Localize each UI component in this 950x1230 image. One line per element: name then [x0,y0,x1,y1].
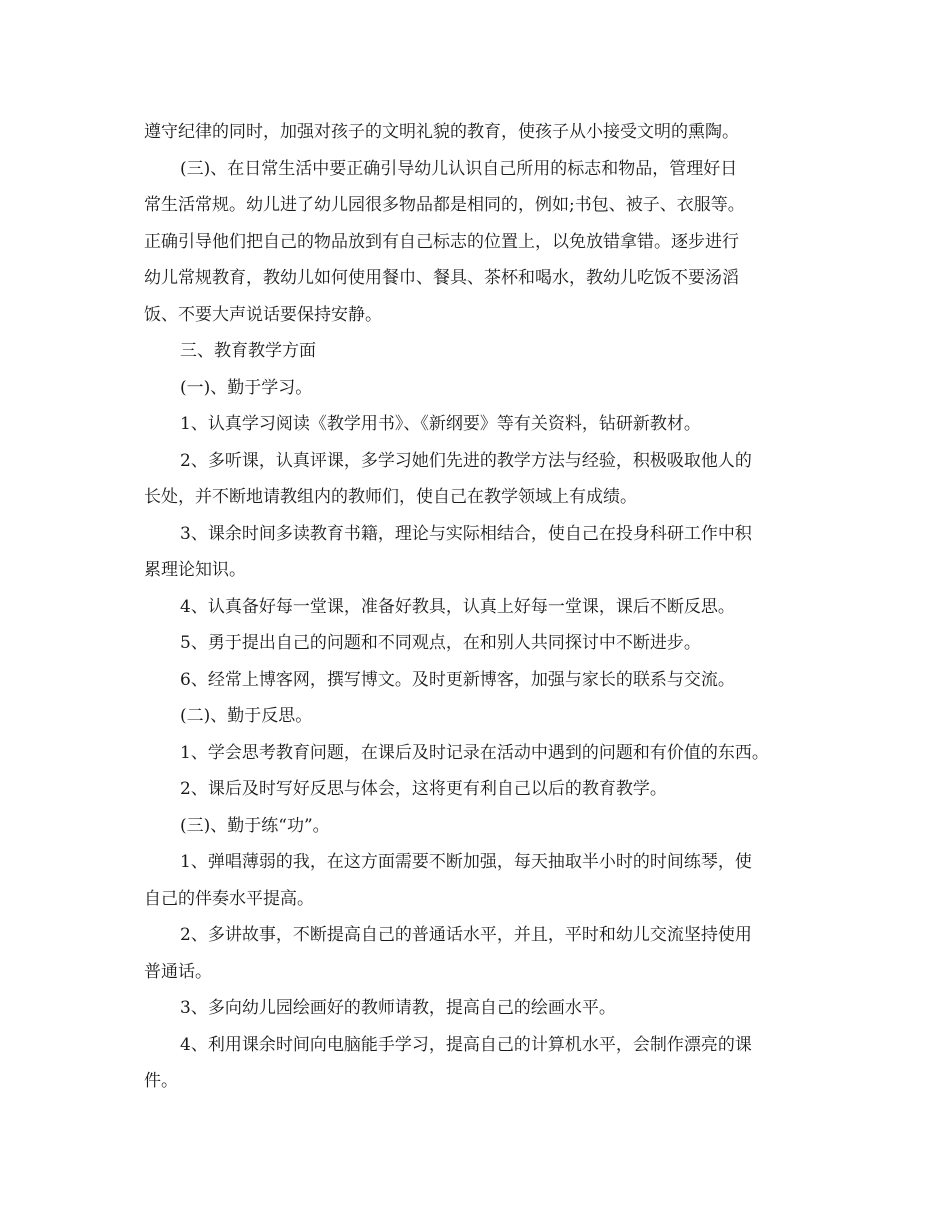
text-line: 3、多向幼儿园绘画好的教师请教，提高自己的绘画水平。 [180,998,616,1018]
text-line: 6、经常上博客网，撰写博文。及时更新博客，加强与家长的联系与交流。 [180,669,735,690]
text-line: 4、利用课余时间向电脑能手学习，提高自己的计算机水平，会制作漂亮的课 [180,1034,752,1055]
text-line: 4、认真备好每一堂课，准备好教具，认真上好每一堂课，课后不断反思。 [180,596,735,617]
text-line: 2、多听课，认真评课，多学习她们先进的教学方法与经验，积极吸取他人的 [180,450,752,471]
text-line: 5、勇于提出自己的问题和不同观点，在和别人共同探讨中不断进步。 [180,633,701,653]
text-line: 件。 [144,1071,178,1091]
text-line: (三)、勤于练“功”。 [180,815,330,836]
text-line: 正确引导他们把自己的物品放到有自己标志的位置上，以免放错拿错。逐步进行 [144,231,739,252]
text-line: 1、弹唱薄弱的我，在这方面需要不断加强，每天抽取半小时的时间练琴，使 [180,852,752,872]
text-line: (三)、在日常生活中要正确引导幼儿认识自己所用的标志和物品，管理好日 [180,158,738,179]
text-line: 3、课余时间多读教育书籍，理论与实际相结合，使自己在投身科研工作中积 [180,523,752,544]
text-line: 2、课后及时写好反思与体会，这将更有利自己以后的教育教学。 [180,779,667,799]
text-line: (一)、勤于学习。 [180,377,313,398]
text-line: 累理论知识。 [144,560,246,580]
document-body [144,114,844,1100]
text-line: (二)、勤于反思。 [180,706,313,726]
text-line: 1、认真学习阅读《教学用书》、《新纲要》等有关资料，钻研新教材。 [180,414,701,434]
text-line: 长处，并不断地请教组内的教师们，使自己在教学领域上有成绩。 [144,487,637,507]
text-line: 三、教育教学方面 [180,341,316,361]
text-line: 2、多讲故事，不断提高自己的普通话水平，并且，平时和幼儿交流坚持使用 [180,925,752,945]
text-line: 饭、不要大声说话要保持安静。 [144,304,382,325]
text-line: 普通话。 [144,961,212,982]
text-line: 幼儿常规教育，教幼儿如何使用餐巾、餐具、茶杯和喝水，教幼儿吃饭不要汤滔 [144,268,739,288]
text-line: 常生活常规。幼儿进了幼儿园很多物品都是相同的，例如;书包、被子、衣服等。 [144,195,745,215]
text-line: 遵守纪律的同时，加强对孩子的文明礼貌的教育，使孩子从小接受文明的熏陶。 [144,122,739,142]
text-line: 1、学会思考教育问题，在课后及时记录在活动中遇到的问题和有价值的东西。 [180,742,769,763]
text-line: 自己的伴奏水平提高。 [144,888,314,909]
